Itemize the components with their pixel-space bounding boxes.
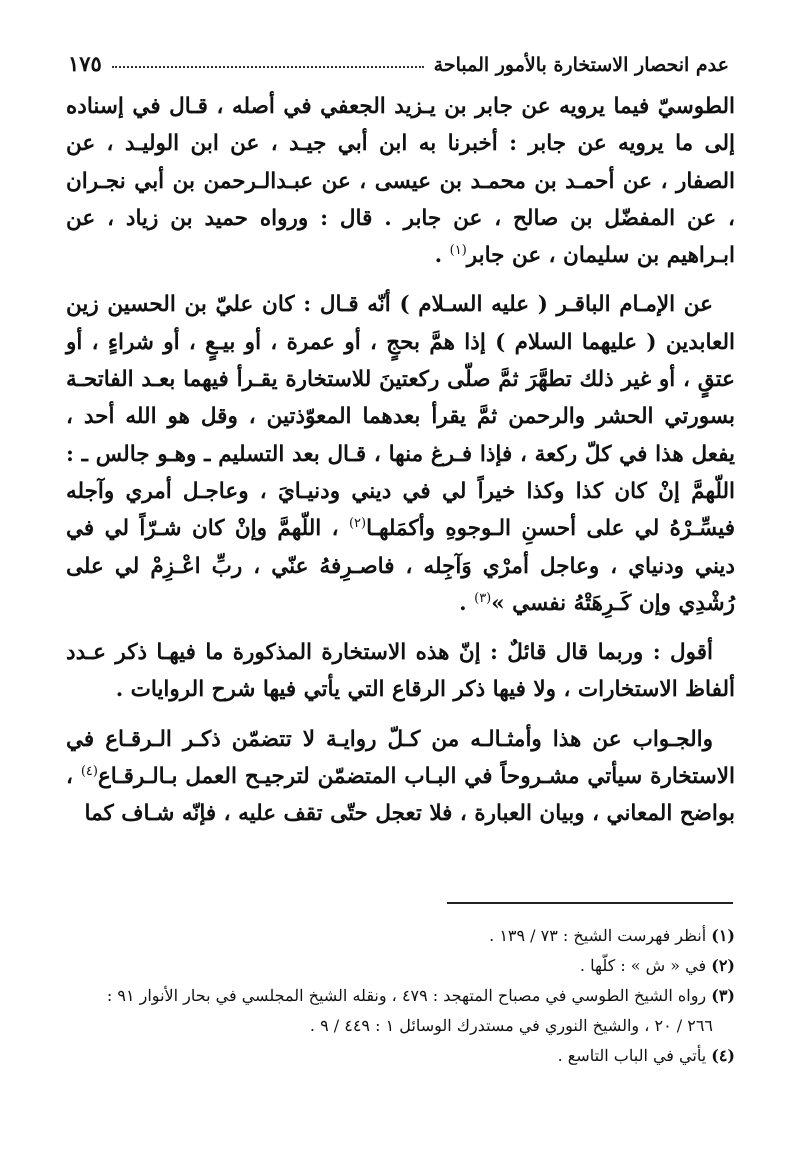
footnote-text: يأتي في الباب التاسع . xyxy=(557,1046,707,1065)
footnote-ref-1: (١) xyxy=(449,243,467,259)
footnote-number: (٣) xyxy=(711,986,735,1005)
paragraph-1 xyxy=(66,88,735,274)
footnote-4 xyxy=(66,1042,735,1070)
main-text xyxy=(66,88,735,833)
page-number: ١٧٥ xyxy=(68,51,102,76)
footnote-3-continuation: ٢٦٦ / ٢٠ ، والشيخ النوري في مستدرك الوسائل ١ : ٤٤٩ / ٩ . xyxy=(309,1016,713,1035)
footnote-ref-3: (٣) xyxy=(474,590,492,606)
running-title: عدم انحصار الاستخارة بالأمور المباحة xyxy=(433,54,729,76)
footnote-text: رواه الشيخ الطوسي في مصباح المتهجد : ٤٧٩ ، ونقله الشيخ المجلسي في بحار الأنوار ٩١ : xyxy=(106,986,707,1005)
footnote-text: أنظر فهرست الشيخ : ٧٣ / ١٣٩ . xyxy=(489,926,707,945)
paragraph-2-end: . xyxy=(459,590,475,616)
paragraph-4-end: ، بواضح المعاني ، وبيان العبارة ، فلا تعجل حتّى تقف عليه ، فإنّه شـاف كما xyxy=(66,764,735,827)
footnotes xyxy=(66,922,735,1072)
paragraph-3 xyxy=(66,634,735,709)
footnote-1 xyxy=(66,922,735,950)
paragraph-2-text: عن الإمـام الباقـر ( عليه السـلام ) أنّه قـال : كان عليّ بن الحسين زين العابدين ( عليهما السلام ) إذا همَّ بحجٍ ، أو عمرة ، أو بيـعٍ ، أو شراءٍ ، أو عتقٍ ، أو غير ذلك تطهَّرَ ثمَّ صلّى ركعتينَ للاستخارة يقـرأ فيهما بعـد الفاتحـة بسورتي الحشر والرحمن ثمَّ يقرأ بعدهما المعوّذتين ، وقل هو الله أحد ، يفعل هذا في كلّ ركعة ، فإذا فـرغ منها ، قـال بعد التسليم ـ وهـو جالس ـ : اللّهمَّ إنْ كان كذا وكذا خيراً لي في ديني ودنيـايَ ، وعاجـل أمري وآجله فيسِّـرْهُ لي على أحسنِ الـوجوهِ وأكمَلهـا xyxy=(66,292,735,542)
page-header xyxy=(68,42,729,77)
footnote-3 xyxy=(66,982,735,1010)
paragraph-2 xyxy=(66,286,735,622)
paragraph-1-end: . xyxy=(434,243,450,269)
footnote-number: (٤) xyxy=(711,1046,735,1065)
paragraph-4-text: والجـواب عن هذا وأمثـالـه من كـلّ روايـة لا تتضمّن ذكـر الـرقـاع في الاستخارة سيأتي مشـروحاً في البـاب المتضمّن لترجيـح العمل بـالـرقـاع xyxy=(66,726,735,790)
footnote-ref-2: (٢) xyxy=(348,516,367,532)
paragraph-4 xyxy=(66,721,735,833)
footnote-number: (١) xyxy=(711,926,735,945)
footnote-2 xyxy=(66,952,735,980)
footnote-separator xyxy=(447,902,733,904)
paragraph-1-text: الطوسيّ فيما يرويه عن جابر بن يـزيد الجعفي في أصله ، قـال في إسناده إلى ما يرويه عن جابر : أخبرنا به ابن أبي جيـد ، عن ابن الوليـد ، عن الصفار ، عن أحمـد بن محمـد بن عيسى ، عن عبـدالـرحمن بن أبي نجـران ، عن المفضّل بن صالح ، عن جابر . قال : ورواه حميد بن زياد ، عن ابـراهيم بن سليمان ، عن جابر xyxy=(66,94,735,269)
footnote-number: (٢) xyxy=(711,956,735,975)
footnote-ref-4: (٤) xyxy=(80,763,98,779)
paragraph-2-middle: ، اللّهمَّ وإنْ كان شـرّاً لي في ديني ودنياي ، وعاجل أمرْي وَآجِله ، فاصـرِفهُ عنّي ، ربِّ اعْـزِمْ لي على رُشْدِي وإن كَـرِهَتْهُ نفسي » xyxy=(66,516,735,616)
footnote-text: في « ش » : كلّها . xyxy=(579,956,707,975)
header-leader-dots xyxy=(112,66,424,68)
paragraph-3-text: أقول : وربما قال قائلٌ : إنّ هذه الاستخارة المذكورة ما فيهـا ذكر عـدد ألفاظ الاستخارات ، ولا فيها ذكر الرقاع التي يأتي فيها شرح الروايات . xyxy=(66,640,735,703)
